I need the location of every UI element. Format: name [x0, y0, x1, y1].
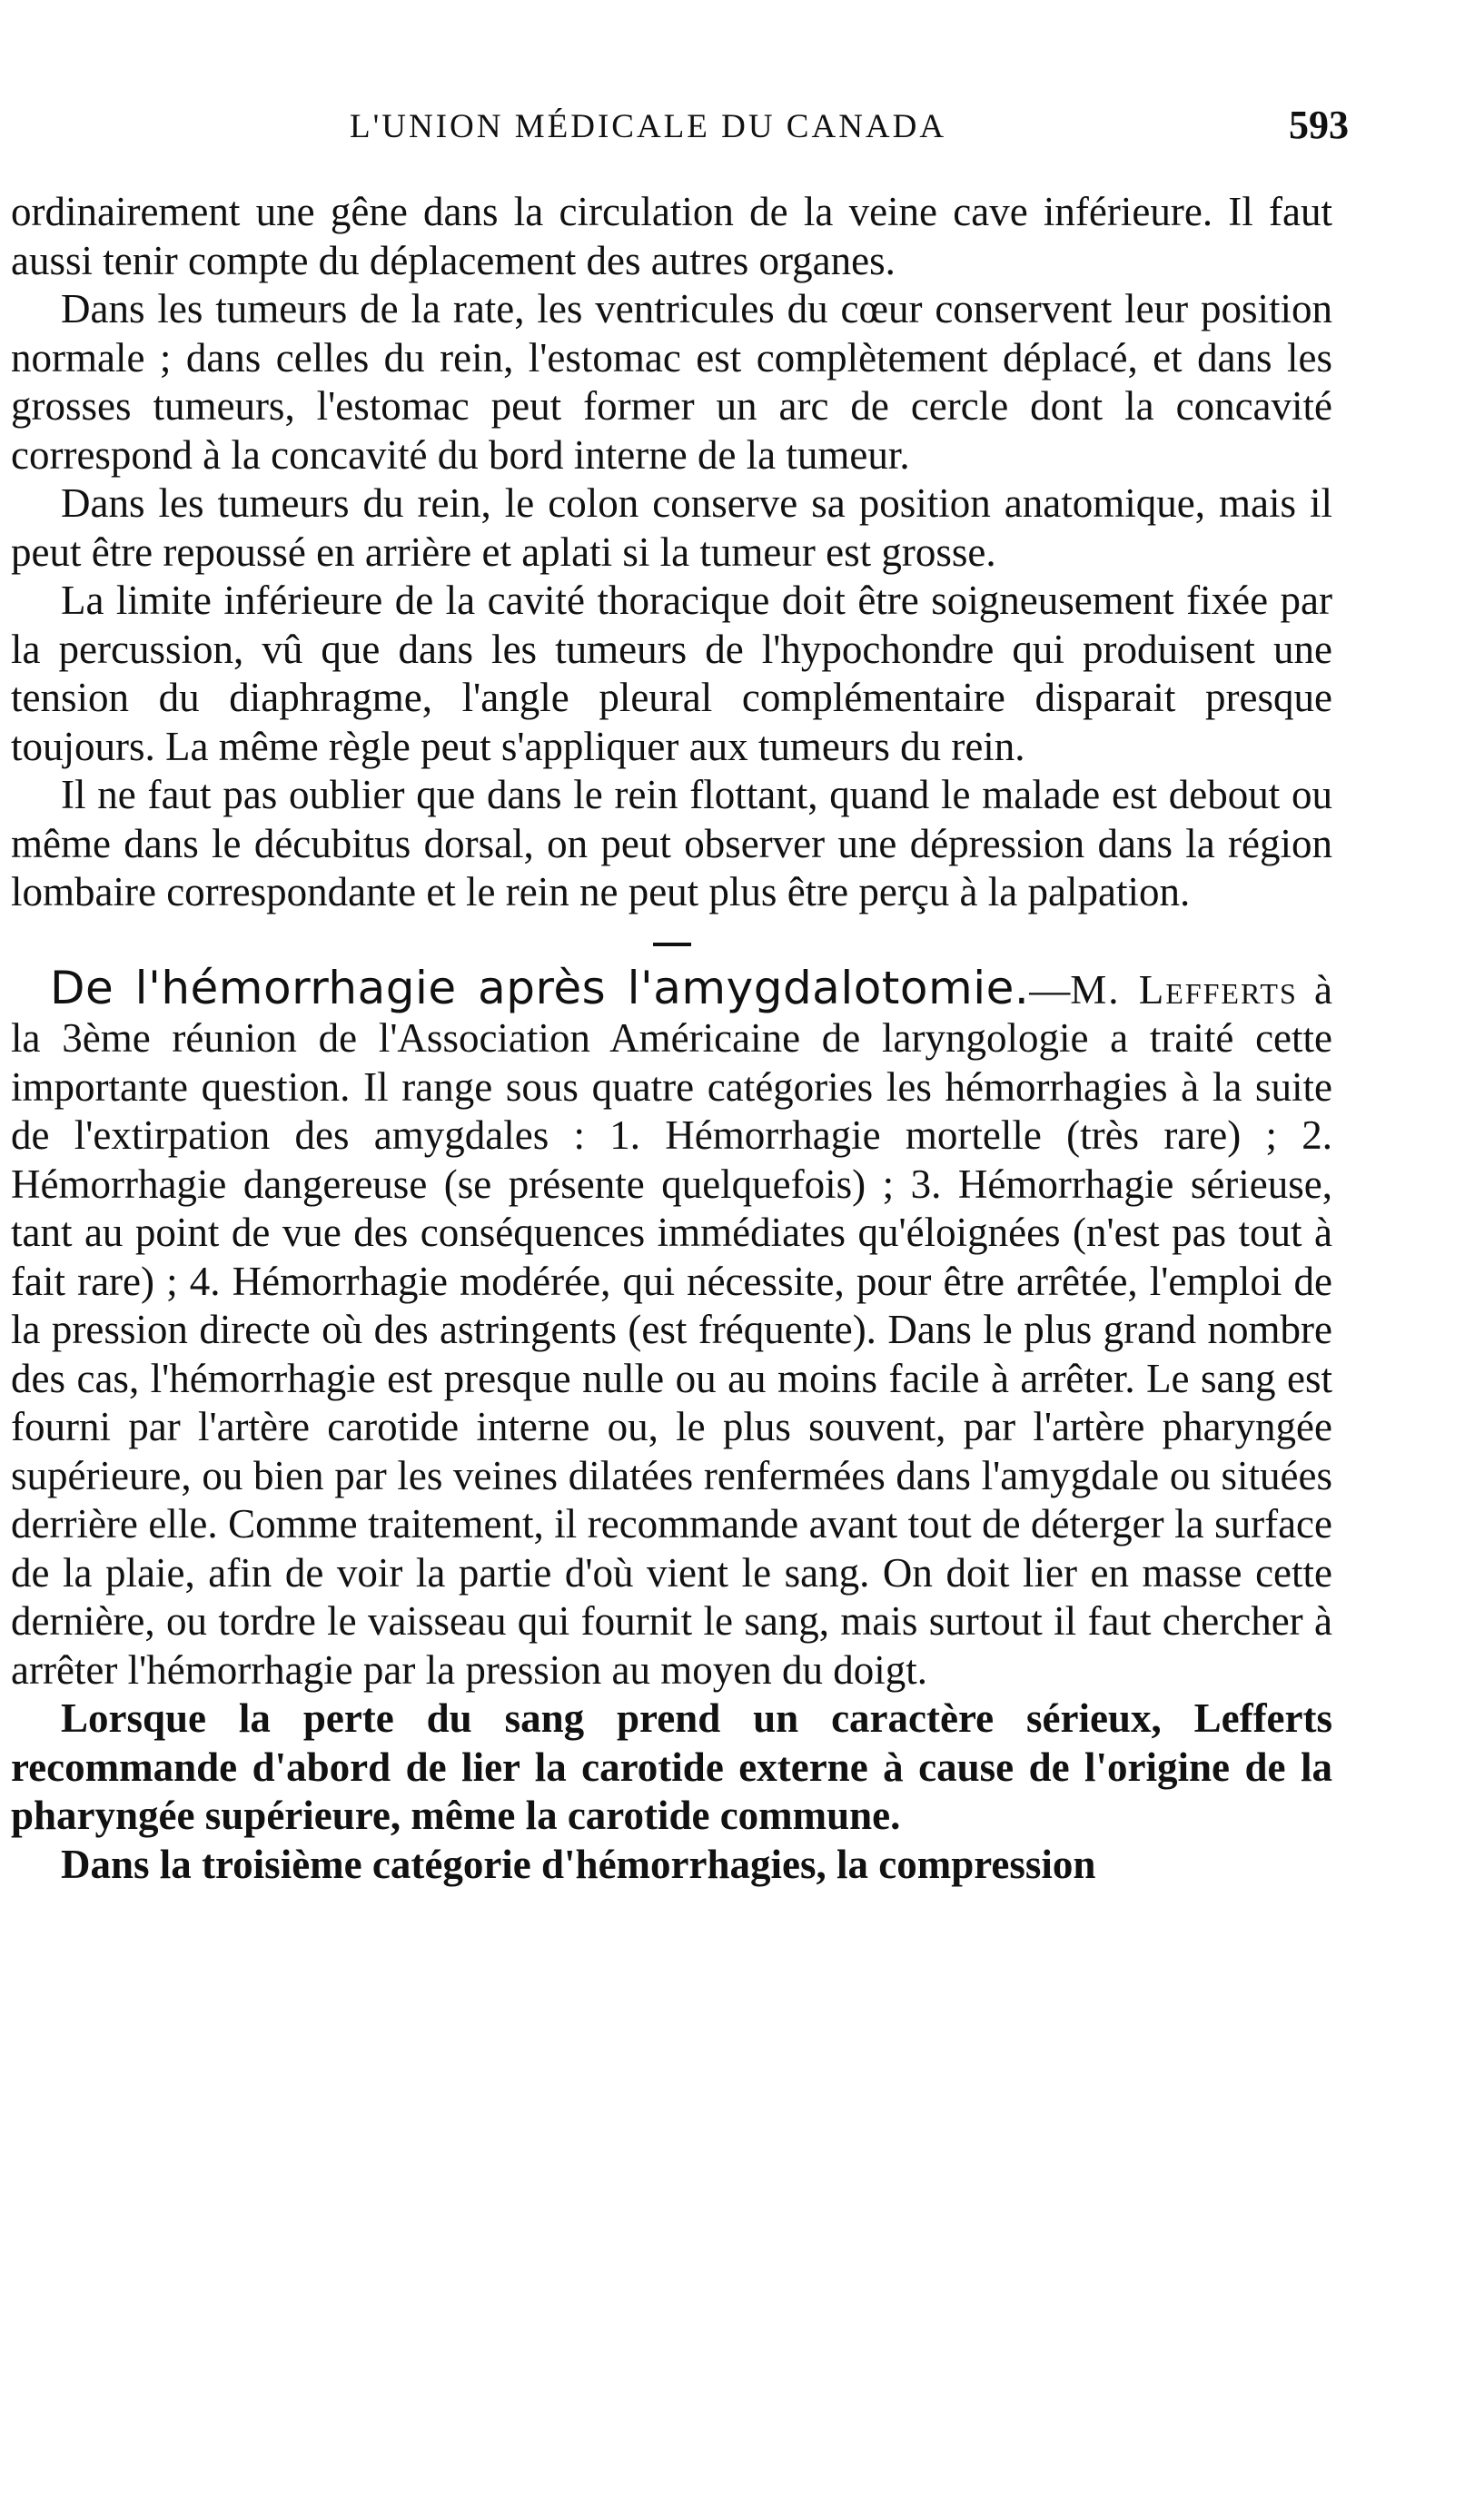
paragraph-continued: ordinairement une gêne dans la circulation de la veine cave inférieure. Il faut aussi tenir compte du déplacement des autres organes.: [11, 189, 1332, 283]
page-number: 593: [1289, 103, 1349, 147]
running-head: [0, 103, 1465, 162]
article-lead-paragraph: [11, 961, 1333, 1695]
paragraph-floating-kidney: Il ne faut pas oublier que dans le rein flottant, quand le malade est debout ou même dans le décubitus dorsal, on peut observer une dépression dans la région lombaire correspondante et le rein ne peut plus être perçu à la palpation.: [11, 772, 1332, 914]
paragraph-kidney-tumours: Dans les tumeurs du rein, le colon conserve sa position anatomique, mais il peut être repoussé en arrière et aplati si la tumeur est grosse.: [11, 480, 1332, 575]
paragraph-thoracic-limit: La limite inférieure de la cavité thoracique doit être soigneusement fixée par la percussion, vû que dans les tumeurs de l'hypochondre qui produisent une tension du diaphragme, l'angle pleural complémentaire disparait presque toujours. La même règle peut s'appliquer aux tumeurs du rein.: [11, 578, 1332, 769]
paragraph-third-category: Dans la troisième catégorie d'hémorrhagies, la compression: [61, 1841, 1096, 1887]
paragraph-spleen-tumours: Dans les tumeurs de la rate, les ventricules du cœur conservent leur position normale ; dans celles du rein, l'estomac est complètement déplacé, et dans les grosses tumeurs, l'estomac peut former un arc de cercle dont la concavité correspond à la concavité du bord interne de la tumeur.: [11, 286, 1332, 478]
running-title: L'UNION MÉDICALE DU CANADA: [350, 108, 947, 145]
body-text: [11, 188, 1332, 1889]
section-title: De l'hémorrhagie après l'amygdalotomie.: [50, 961, 1030, 1014]
author-name: M. Lefferts: [1070, 966, 1298, 1013]
paragraph-carotid-ligation: Lorsque la perte du sang prend un caractère sérieux, Lefferts recommande d'abord de lier la carotide externe à cause de l'origine de la pharyngée supérieure, même la carotide commune.: [11, 1695, 1332, 1838]
article-amygdalotomy: [11, 961, 1333, 1890]
section-separator: [653, 943, 691, 946]
title-dash: —: [1029, 966, 1071, 1013]
article-intro-text: à la 3ème réunion de l'Association Américaine de laryngologie a traité cette importante question. Il range sous quatre catégories les hémorrhagies à la suite de l'extirpation des amygdales : 1. Hémorrhagie mortelle (très rare) ; 2. Hémorrhagie dangereuse (se présente quelquefois) ; 3. Hémorrhagie sérieuse, tant au point de vue des conséquences immédiates qu'éloignées (n'est pas tout à fait rare) ; 4. Hémorrhagie modérée, qui nécessite, pour être arrêtée, l'emploi de la pression directe où des astringents (est fréquente). Dans le plus grand nombre des cas, l'hémorrhagie est presque nulle ou au moins facile à arrêter. Le sang est fourni par l'artère carotide interne ou, le plus souvent, par l'artère pharyngée supérieure, ou bien par les veines dilatées renfermées dans l'amygdale ou situées derrière elle. Comme traitement, il recommande avant tout de déterger la surface de la plaie, afin de voir la partie d'où vient le sang. On doit lier en masse cette dernière, ou tordre le vaisseau qui fournit le sang, mais surtout il faut chercher à arrêter l'hémorrhagie par la pression au moyen du doigt.: [11, 966, 1333, 1693]
